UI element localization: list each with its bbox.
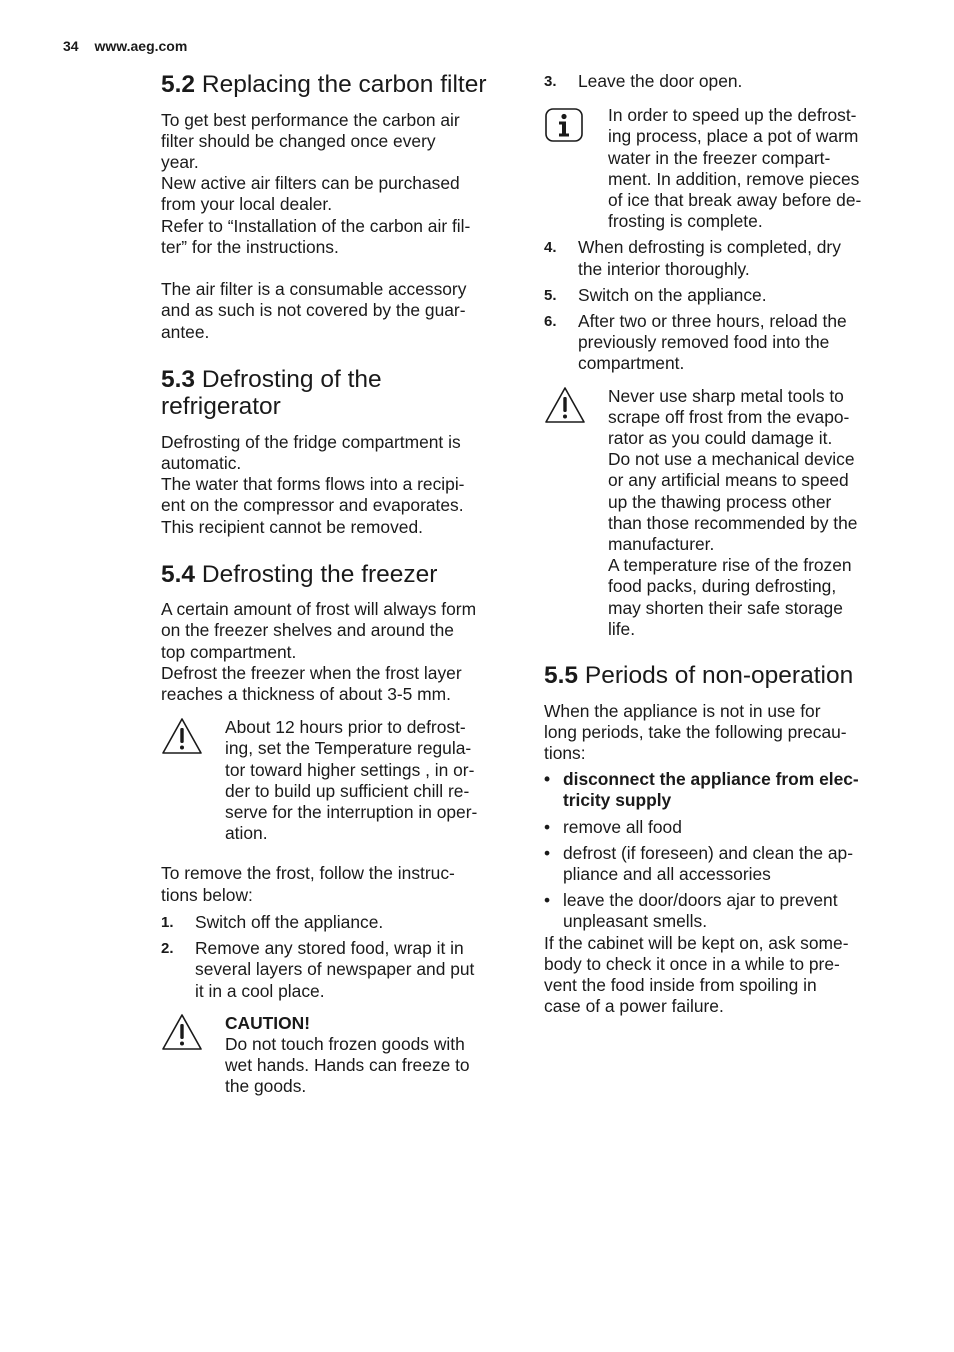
paragraph-line: automatic.: [161, 452, 242, 473]
step-number: 1.: [161, 913, 174, 931]
section-title: Defrosting of the: [201, 365, 382, 393]
bullet-line: unpleasant smells.: [563, 911, 708, 932]
bullet-line: defrost (if foreseen) and clean the ap-: [563, 842, 854, 863]
caution-title: CAUTION!: [225, 1012, 311, 1033]
section-5-4-body: [161, 599, 517, 705]
step-number: 6.: [544, 313, 557, 331]
warning-icon: [544, 386, 588, 429]
notice-line: About 12 hours prior to defrost-: [225, 717, 466, 738]
section-number: 5.2: [161, 71, 196, 98]
notice-line: ing process, place a pot of warm: [608, 126, 859, 147]
paragraph-line: body to check it once in a while to pre-: [544, 953, 840, 974]
list-item: [544, 817, 896, 838]
sharp-tools-warning-notice: [544, 386, 896, 640]
notice-line: scrape off frost from the evapo-: [608, 406, 850, 427]
paragraph-line: ter” for the instructions.: [161, 236, 339, 257]
step-number: 2.: [161, 940, 174, 958]
paragraph-line: antee.: [161, 321, 210, 342]
paragraph-line: on the freezer shelves and around the: [161, 620, 454, 641]
step-line: the interior thoroughly.: [578, 258, 750, 279]
list-item: [544, 71, 896, 92]
notice-line: der to build up sufficient chill re-: [225, 780, 470, 801]
bullet-line: pliance and all accessories: [563, 864, 771, 884]
paragraph-line: A certain amount of frost will always form: [161, 599, 477, 620]
section-5-2-heading: [161, 71, 517, 99]
list-item: [161, 912, 517, 933]
paragraph-line: When the appliance is not in use for: [544, 700, 821, 721]
notice-line: food packs, during defrosting,: [608, 576, 837, 597]
list-item: [544, 843, 896, 885]
website-url: www.aeg.com: [94, 38, 188, 54]
notice-line: rator as you could damage it.: [608, 428, 833, 449]
notice-line: frosting is complete.: [608, 211, 763, 232]
precautions-list: [544, 769, 896, 932]
paragraph-line: vent the food inside from spoiling in: [544, 975, 817, 996]
info-notice: [544, 105, 896, 232]
notice-line: Do not touch frozen goods with: [225, 1033, 465, 1054]
list-item: [544, 311, 896, 375]
paragraph-line: The water that forms flows into a recipi-: [161, 474, 465, 495]
list-item: [544, 769, 896, 811]
notice-line: of ice that break away before de-: [608, 190, 862, 211]
section-number: 5.3: [161, 365, 196, 393]
notice-line: water in the freezer compart-: [608, 147, 831, 168]
section-title: Defrosting the freezer: [201, 560, 438, 588]
list-item: [544, 237, 896, 279]
list-item: [544, 890, 896, 932]
section-5-2-body: [161, 110, 517, 343]
section-5-5-intro: [544, 701, 896, 765]
left-column: [161, 66, 517, 1098]
step-number: 3.: [544, 73, 557, 90]
section-5-4-heading: [161, 561, 517, 589]
step-number: 5.: [544, 286, 557, 304]
paragraph-line: The air filter is a consumable accessory: [161, 279, 467, 300]
list-item: [544, 285, 896, 306]
notice-line: Do not use a mechanical device: [608, 449, 855, 470]
bullet-line: disconnect the appliance from elec-: [563, 769, 859, 790]
warning-icon: [161, 1013, 205, 1056]
defrost-steps-list: [161, 912, 517, 1002]
step-line: compartment.: [578, 353, 685, 374]
paragraph-line: Defrost the freezer when the frost layer: [161, 662, 462, 683]
notice-line: Never use sharp metal tools to: [608, 385, 844, 406]
page-header: [63, 38, 187, 54]
paragraph-line: and as such is not covered by the guar-: [161, 300, 466, 321]
bullet-line: remove all food: [563, 816, 682, 837]
bullet: •: [544, 816, 551, 837]
paragraph-line: from your local dealer.: [161, 194, 333, 215]
notice-line: than those recommended by the: [608, 512, 858, 533]
paragraph-line: New active air filters can be purchased: [161, 173, 460, 194]
section-title: Periods of non-operation: [584, 662, 854, 690]
instructions-intro: [161, 863, 517, 905]
notice-line: may shorten their safe storage: [608, 597, 843, 618]
section-title: refrigerator: [161, 393, 281, 421]
notice-line: serve for the interruption in oper-: [225, 802, 478, 823]
defrost-warning-notice: [161, 717, 517, 844]
notice-line: the goods.: [225, 1076, 307, 1097]
paragraph-line: To get best performance the carbon air: [161, 109, 460, 130]
paragraph-line: top compartment.: [161, 641, 297, 662]
step-line: several layers of newspaper and put: [195, 959, 475, 980]
caution-notice: [161, 1013, 517, 1098]
list-item: [161, 938, 517, 1002]
info-icon: [544, 105, 588, 148]
step-line: Leave the door open.: [578, 71, 743, 91]
paragraph-line: tions below:: [161, 884, 253, 905]
paragraph-line: [161, 258, 517, 279]
section-number: 5.5: [544, 662, 579, 690]
bullet: •: [544, 842, 551, 863]
step-line: After two or three hours, reload the: [578, 311, 847, 332]
section-5-3-body: [161, 432, 517, 538]
notice-line: A temperature rise of the frozen: [608, 555, 852, 576]
paragraph-line: filter should be changed once every: [161, 130, 436, 151]
notice-line: wet hands. Hands can freeze to: [225, 1055, 470, 1076]
bullet: •: [544, 769, 551, 790]
defrost-steps-list-final: [544, 237, 896, 374]
warning-icon: [161, 717, 205, 760]
page-number: 34: [63, 38, 79, 54]
section-number: 5.4: [161, 560, 196, 588]
section-5-5-heading: [544, 662, 896, 690]
right-column: [544, 71, 896, 1017]
paragraph-line: long periods, take the following precau-: [544, 721, 847, 742]
notice-line: ing, set the Temperature regula-: [225, 738, 472, 759]
paragraph-line: Defrosting of the fridge compartment is: [161, 431, 461, 452]
paragraph-line: Refer to “Installation of the carbon air fil-: [161, 215, 471, 236]
notice-line: up the thawing process other: [608, 491, 832, 512]
bullet: •: [544, 890, 551, 911]
step-line: Switch off the appliance.: [195, 911, 384, 932]
step-line: previously removed food into the: [578, 332, 830, 353]
notice-line: manufacturer.: [608, 534, 715, 555]
section-5-5-outro: [544, 933, 896, 1018]
section-title: Replacing the carbon filter: [201, 71, 487, 98]
step-line: When defrosting is completed, dry: [578, 237, 841, 258]
bullet-line: tricity supply: [563, 790, 672, 811]
paragraph-line: To remove the frost, follow the instruc-: [161, 863, 455, 884]
paragraph-line: ent on the compressor and evaporates.: [161, 495, 464, 516]
defrost-steps-list-continued: [544, 71, 896, 92]
paragraph-line: case of a power failure.: [544, 996, 724, 1017]
notice-line: ation.: [225, 823, 268, 844]
notice-line: or any artificial means to speed: [608, 470, 849, 491]
paragraph-line: year.: [161, 151, 199, 172]
step-line: it in a cool place.: [195, 980, 325, 1001]
paragraph-line: tions:: [544, 742, 586, 763]
notice-line: ment. In addition, remove pieces: [608, 168, 860, 189]
step-number: 4.: [544, 239, 557, 257]
paragraph-line: This recipient cannot be removed.: [161, 516, 423, 537]
step-line: Remove any stored food, wrap it in: [195, 938, 464, 959]
paragraph-line: If the cabinet will be kept on, ask some-: [544, 932, 849, 953]
step-line: Switch on the appliance.: [578, 284, 767, 305]
notice-line: tor toward higher settings , in or-: [225, 759, 475, 780]
bullet-line: leave the door/doors ajar to prevent: [563, 890, 838, 911]
notice-line: In order to speed up the defrost-: [608, 105, 857, 126]
notice-line: life.: [608, 618, 636, 639]
paragraph-line: reaches a thickness of about 3-5 mm.: [161, 684, 451, 705]
section-5-3-heading: [161, 366, 517, 421]
